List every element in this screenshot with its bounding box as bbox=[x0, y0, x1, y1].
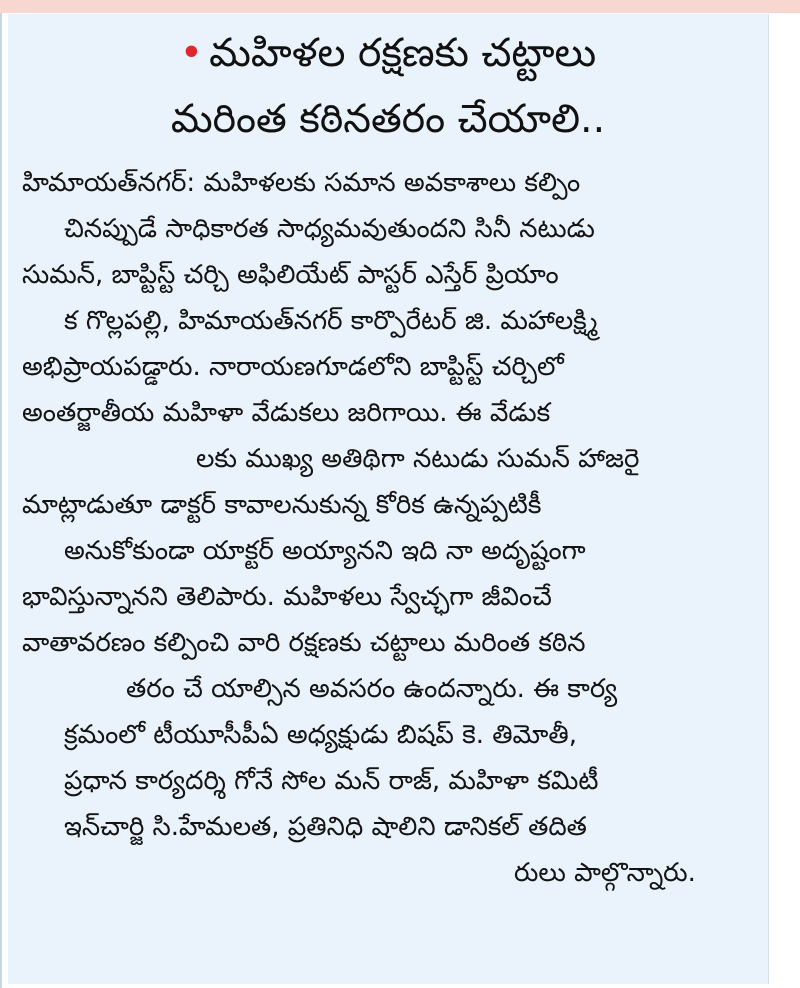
body-line-13: క్రమంలో టీయూసీపీఏ అధ్యక్షుడు బిషప్ కె. తిమోతీ, bbox=[64, 720, 578, 750]
body-line-16: రులు పాల్గొన్నారు. bbox=[514, 858, 696, 888]
body-line-11: వాతావరణం కల్పించి వారి రక్షణకు చట్టాలు మరింత కఠిన bbox=[22, 628, 586, 658]
top-color-band bbox=[0, 0, 800, 13]
body-line-8: మాట్లాడుతూ డాక్టర్ కావాలనుకున్న కోరిక ఉన్నప్పటికీ bbox=[22, 490, 542, 520]
left-border-rule bbox=[0, 13, 2, 988]
news-clipping bbox=[8, 14, 769, 984]
body-line-5: అభిప్రాయపడ్డారు. నారాయణగూడలోని బాప్టిస్ట్ చర్చిలో bbox=[22, 352, 564, 382]
body-line-4: క గొల్లపల్లి, హిమాయత్‌నగర్ కార్పొరేటర్ జి. మహాలక్ష్మి bbox=[64, 306, 598, 336]
body-line-7: లకు ముఖ్య అతిథిగా నటుడు సుమన్ హాజరై bbox=[196, 444, 640, 474]
body-line-6: అంతర్జాతీయ మహిళా వేడుకలు జరిగాయి. ఈ వేడుక bbox=[22, 398, 551, 428]
body-line-2: చినప్పుడే సాధికారత సాధ్యమవుతుందని సినీ నటుడు bbox=[64, 214, 595, 244]
body-line-9: అనుకోకుండా యాక్టర్ అయ్యానని ఇది నా అదృష్టంగా bbox=[64, 536, 586, 566]
bullet-icon: • bbox=[179, 30, 204, 76]
body-line-14: ప్రధాన కార్యదర్శి గోనే సోల మన్ రాజ్, మహిళా కమిటీ bbox=[64, 766, 599, 796]
headline-text-1: మహిళల రక్షణకు చట్టాలు bbox=[209, 30, 597, 76]
headline-line-1 bbox=[8, 28, 768, 78]
body-line-1: హిమాయత్‌నగర్: మహిళలకు సమాన అవకాశాలు కల్పిం bbox=[22, 168, 581, 198]
headline-line-2: మరింత కఠినతరం చేయాలి.. bbox=[170, 96, 606, 142]
body-line-12: తరం చే యాల్సిన అవసరం ఉందన్నారు. ఈ కార్య bbox=[126, 674, 618, 704]
body-line-3: సుమన్, బాప్టిస్ట్ చర్చి అఫిలియేట్ పాస్టర్ ఎస్తేర్ ప్రియాం bbox=[22, 260, 559, 290]
body-line-15: ఇన్‌చార్జి సి.హేమలత, ప్రతినిధి షాలిని డానికల్ తదిత bbox=[64, 812, 587, 842]
body-line-10: భావిస్తున్నానని తెలిపారు. మహిళలు స్వేచ్ఛగా జీవించే bbox=[22, 582, 552, 612]
